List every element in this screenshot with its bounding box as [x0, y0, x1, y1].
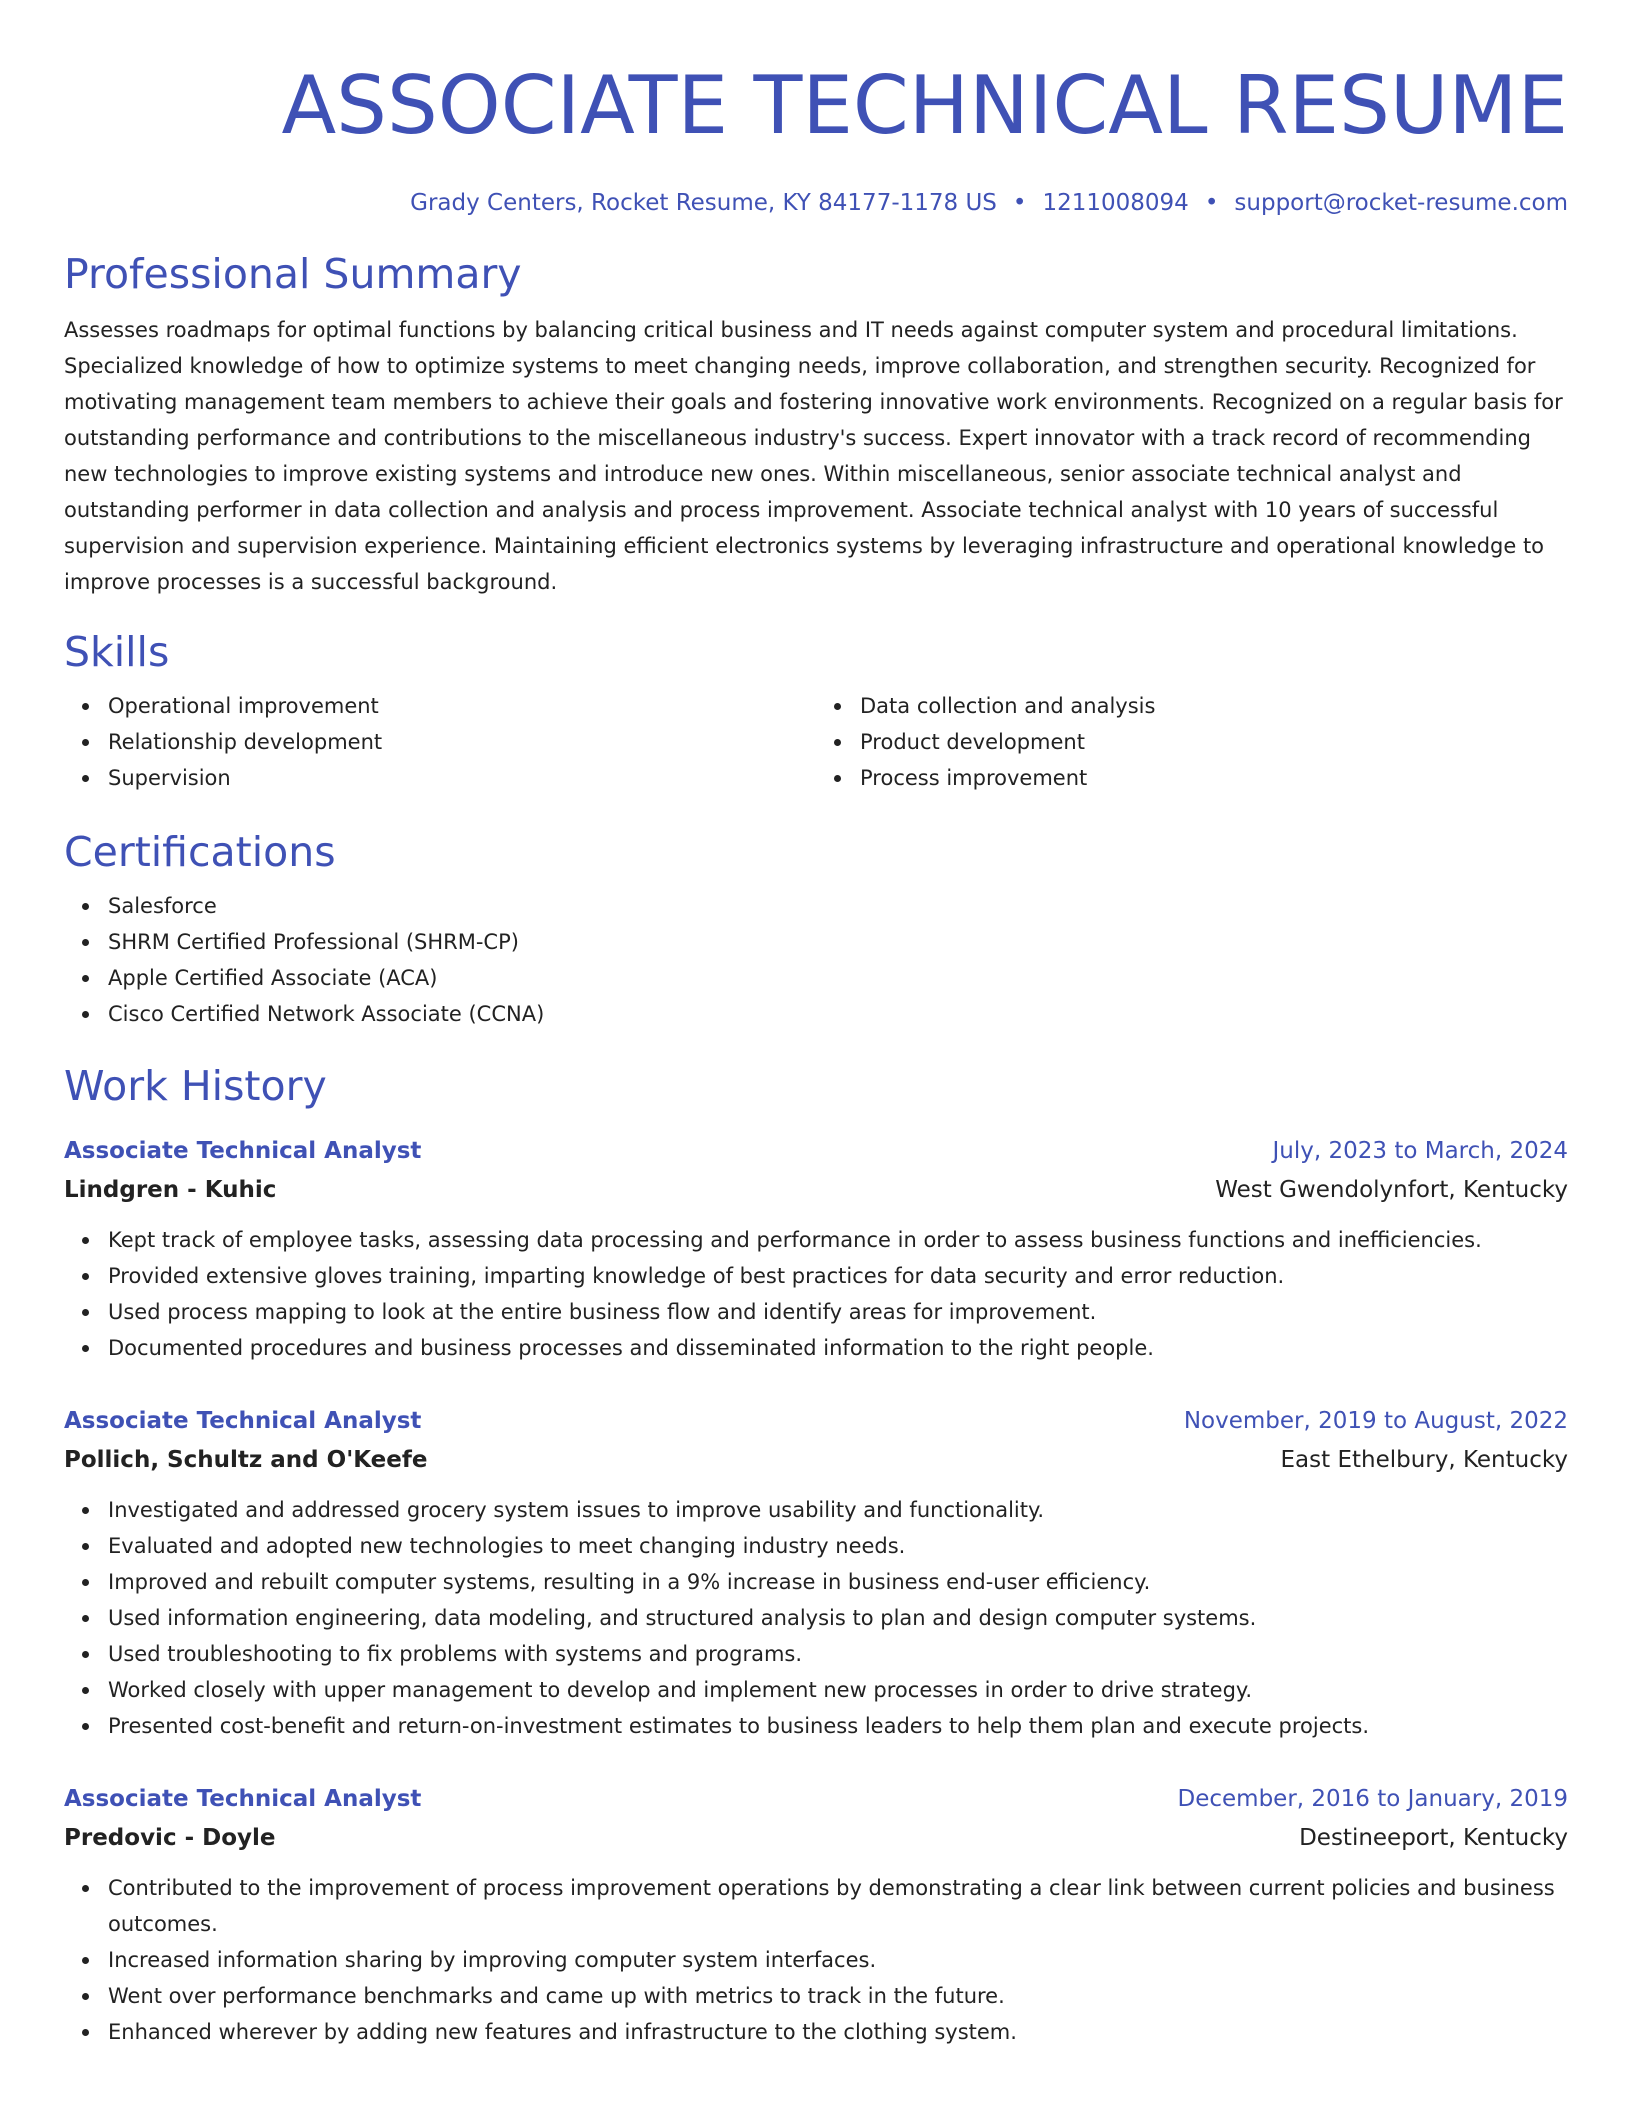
job-location: East Ethelbury, Kentucky: [1280, 1447, 1568, 1473]
skill-item: Supervision: [108, 760, 816, 796]
job-bullets: [64, 1222, 1568, 1366]
job-bullet: Used information engineering, data modeling, and structured analysis to plan and design computer systems.: [108, 1600, 1568, 1636]
contact-separator: •: [1204, 190, 1219, 216]
job-bullet: Enhanced wherever by adding new features and infrastructure to the clothing system.: [108, 2014, 1568, 2050]
certification-item: Salesforce: [108, 888, 1568, 924]
contact-line: [64, 188, 1568, 218]
skills-list: [64, 688, 1568, 796]
contact-email[interactable]: support@rocket-resume.com: [1234, 190, 1568, 216]
job-title: Associate Technical Analyst: [64, 1138, 422, 1164]
job-bullet: Improved and rebuilt computer systems, resulting in a 9% increase in business end-user efficiency.: [108, 1564, 1568, 1600]
job-entry: [64, 1402, 1568, 1744]
skill-item: Product development: [860, 724, 1568, 760]
job-bullet: Contributed to the improvement of process improvement operations by demonstrating a clear link between current policies and business outcomes.: [108, 1870, 1568, 1942]
skill-item: Operational improvement: [108, 688, 816, 724]
summary-heading: Professional Summary: [64, 250, 522, 298]
job-bullet: Documented procedures and business processes and disseminated information to the right people.: [108, 1330, 1568, 1366]
certification-item: Apple Certified Associate (ACA): [108, 960, 1568, 996]
job-header-row: [64, 1402, 1568, 1440]
job-dates: July, 2023 to March, 2024: [1272, 1138, 1568, 1164]
job-bullets: [64, 1492, 1568, 1744]
job-entry: [64, 1780, 1568, 2050]
job-location: West Gwendolynfort, Kentucky: [1215, 1177, 1568, 1203]
job-bullet: Evaluated and adopted new technologies to meet changing industry needs.: [108, 1528, 1568, 1564]
job-bullet: Kept track of employee tasks, assessing data processing and performance in order to assess business functions and inefficiencies.: [108, 1222, 1568, 1258]
job-company-row: [64, 1170, 1568, 1210]
job-header-row: [64, 1132, 1568, 1170]
job-entry: [64, 1132, 1568, 1366]
job-company: Pollich, Schultz and O'Keefe: [64, 1447, 428, 1473]
job-dates: December, 2016 to January, 2019: [1177, 1786, 1568, 1812]
job-bullets: [64, 1870, 1568, 2050]
job-title: Associate Technical Analyst: [64, 1408, 422, 1434]
job-header-row: [64, 1780, 1568, 1818]
contact-address: Grady Centers, Rocket Resume, KY 84177-1178 US: [410, 190, 997, 216]
job-bullet: Investigated and addressed grocery system issues to improve usability and functionality.: [108, 1492, 1568, 1528]
skills-column-left: [64, 688, 816, 796]
job-bullet: Increased information sharing by improving computer system interfaces.: [108, 1942, 1568, 1978]
job-company: Lindgren - Kuhic: [64, 1177, 277, 1203]
resume-page: [64, 0, 1568, 2050]
skills-heading: Skills: [64, 628, 170, 676]
job-bullet: Provided extensive gloves training, imparting knowledge of best practices for data security and error reduction.: [108, 1258, 1568, 1294]
certifications-heading: Certifications: [64, 828, 336, 876]
skills-column-right: [816, 688, 1568, 796]
contact-separator: •: [1012, 190, 1027, 216]
job-location: Destineeport, Kentucky: [1299, 1825, 1568, 1851]
job-dates: November, 2019 to August, 2022: [1183, 1408, 1568, 1434]
contact-phone: 1211008094: [1042, 190, 1189, 216]
job-bullet: Used troubleshooting to fix problems with systems and programs.: [108, 1636, 1568, 1672]
summary-text: Assesses roadmaps for optimal functions by balancing critical business and IT needs against computer system and procedural limitations. Specialized knowledge of how to optimize systems to meet changing needs, improve collaboration, and strengthen security. Recognized for motivating management team members to achieve their goals and fostering innovative work environments. Recognized on a regular basis for outstanding performance and contributions to the miscellaneous industry's success. Expert innovator with a track record of recommending new technologies to improve existing systems and introduce new ones. Within miscellaneous, senior associate technical analyst and outstanding performer in data collection and analysis and process improvement. Associate technical analyst with 10 years of successful supervision and supervision experience. Maintaining efficient electronics systems by leveraging infrastructure and operational knowledge to improve processes is a successful background.: [64, 318, 1563, 594]
job-title: Associate Technical Analyst: [64, 1786, 422, 1812]
skill-item: Process improvement: [860, 760, 1568, 796]
certifications-list: [64, 888, 1568, 1032]
job-bullet: Worked closely with upper management to develop and implement new processes in order to drive strategy.: [108, 1672, 1568, 1708]
job-bullet: Went over performance benchmarks and came up with metrics to track in the future.: [108, 1978, 1568, 2014]
work-history-heading: Work History: [64, 1062, 327, 1110]
resume-title: ASSOCIATE TECHNICAL RESUME: [281, 59, 1568, 152]
job-bullet: Used process mapping to look at the entire business flow and identify areas for improvement.: [108, 1294, 1568, 1330]
skill-item: Relationship development: [108, 724, 816, 760]
job-company-row: [64, 1818, 1568, 1858]
job-company: Predovic - Doyle: [64, 1825, 276, 1851]
skill-item: Data collection and analysis: [860, 688, 1568, 724]
job-company-row: [64, 1440, 1568, 1480]
job-bullet: Presented cost-benefit and return-on-investment estimates to business leaders to help them plan and execute projects.: [108, 1708, 1568, 1744]
certification-item: SHRM Certified Professional (SHRM-CP): [108, 924, 1568, 960]
certification-item: Cisco Certified Network Associate (CCNA): [108, 996, 1568, 1032]
